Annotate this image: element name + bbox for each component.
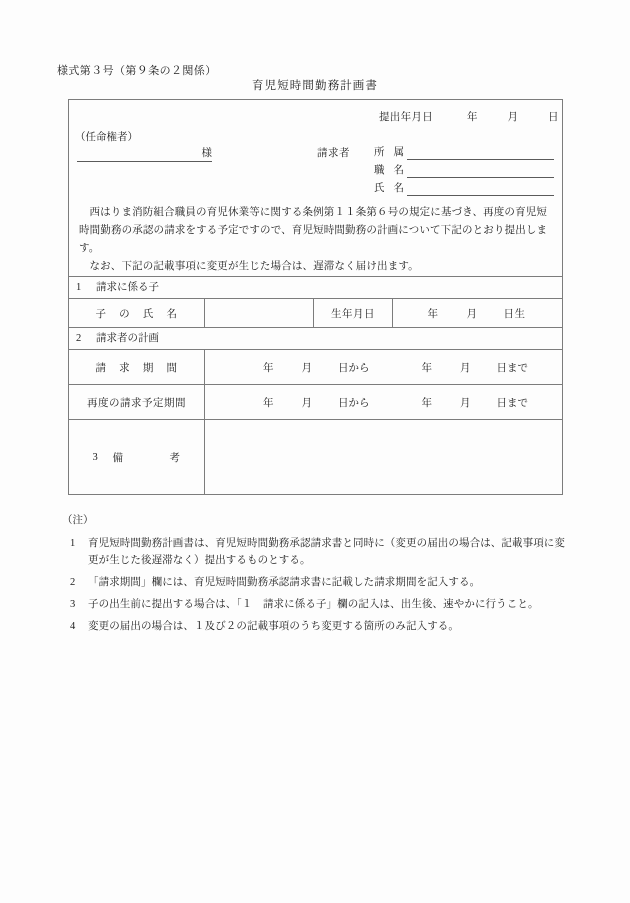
child-birthdate-placeholders: 年 月 日生 <box>427 308 526 320</box>
submission-year-label: 年 <box>467 112 478 123</box>
next-request-period-value-cell[interactable] <box>205 385 562 419</box>
claimant-affiliation-input[interactable] <box>407 145 554 160</box>
next-request-period-row <box>69 384 562 419</box>
page-title: 育児短時間勤務計画書 <box>252 80 378 92</box>
note-item <box>62 618 567 635</box>
addressee-honorific: 様 <box>201 148 212 159</box>
form-number: 様式第３号（第９条の２関係） <box>57 65 217 77</box>
form-frame <box>68 99 563 495</box>
claimant-label: 請求者 <box>317 148 350 159</box>
appointer-label: （任命権者） <box>75 132 138 143</box>
body-paragraph-2: なお、下記の記載事項に変更が生じた場合は、遅滞なく届け出ます。 <box>89 261 419 272</box>
notes-section <box>62 512 567 640</box>
claimant-position-input[interactable] <box>407 163 554 178</box>
next-request-period-placeholders: 年 月 日から 年 月 日まで <box>263 397 528 409</box>
note-text: 「請求期間」欄には、育児短時間勤務承認請求書に記載した請求期間を記入する。 <box>88 577 481 588</box>
note-item <box>62 574 567 591</box>
notes-title: （注） <box>62 515 94 526</box>
claimant-name-input[interactable] <box>407 181 554 196</box>
note-item <box>62 596 567 613</box>
next-request-period-label-cell <box>69 385 205 419</box>
note-number: 2 <box>70 577 76 588</box>
note-item <box>62 535 567 569</box>
claimant-name-row <box>374 179 554 196</box>
submission-date-label: 提出年月日 <box>379 112 433 123</box>
section-1-heading <box>69 276 562 298</box>
child-info-row <box>69 298 562 327</box>
claimant-position-row <box>374 161 554 178</box>
addressee-name-field[interactable] <box>77 145 212 162</box>
section-2-title: 請求者の計画 <box>96 333 159 344</box>
submission-month-label: 月 <box>507 112 518 123</box>
remarks-row <box>69 419 562 494</box>
submission-day-label: 日 <box>548 112 559 123</box>
note-text: 変更の届出の場合は、１及び２の記載事項のうち変更する箇所のみ記入する。 <box>88 621 459 632</box>
child-birthdate-label-cell <box>314 299 393 327</box>
next-request-period-label: 再度の請求予定期間 <box>87 397 186 409</box>
child-name-label-cell <box>69 299 205 327</box>
request-period-label: 請 求 期 間 <box>95 362 178 374</box>
request-period-row <box>69 349 562 384</box>
section-2-heading <box>69 327 562 349</box>
note-text: 育児短時間勤務計画書は、育児短時間勤務承認請求書と同時に（変更の届出の場合は、記載事項に変更が生じた後遅滞なく）提出するものとする。 <box>88 538 565 566</box>
remarks-label: 3 備 考 <box>92 451 181 464</box>
child-name-value-cell[interactable] <box>205 299 314 327</box>
claimant-affiliation-row <box>374 143 554 160</box>
claimant-fields <box>374 143 554 197</box>
request-period-placeholders: 年 月 日から 年 月 日まで <box>263 362 528 374</box>
body-paragraph-1: 西はりま消防組合職員の育児休業等に関する条例第１１条第６号の規定に基づき、再度の育児短時間勤務の承認の請求をする予定ですので、育児短時間勤務の計画について下記のとおり提出します。 <box>79 207 548 254</box>
note-number: 3 <box>70 599 76 610</box>
claimant-name-label: 氏 名 <box>374 183 404 194</box>
note-number: 4 <box>70 621 76 632</box>
submission-date-line <box>379 109 559 124</box>
remarks-value-cell[interactable] <box>205 420 562 494</box>
claimant-affiliation-label: 所 属 <box>374 147 404 158</box>
body-text <box>79 204 553 276</box>
request-period-label-cell <box>69 350 205 384</box>
section-1-title: 請求に係る子 <box>96 282 159 293</box>
child-birthdate-value-cell[interactable] <box>393 299 560 327</box>
note-text: 子の出生前に提出する場合は、「１ 請求に係る子」欄の記入は、出生後、速やかに行うこと。 <box>88 599 539 610</box>
claimant-position-label: 職 名 <box>374 165 404 176</box>
child-birthdate-label: 生年月日 <box>331 308 375 320</box>
section-2-number: 2 <box>76 333 82 344</box>
section-1-number: 1 <box>76 282 82 293</box>
child-name-label: 子 の 氏 名 <box>95 308 178 320</box>
request-period-value-cell[interactable] <box>205 350 562 384</box>
remarks-label-cell <box>69 420 205 494</box>
note-number: 1 <box>70 538 76 549</box>
